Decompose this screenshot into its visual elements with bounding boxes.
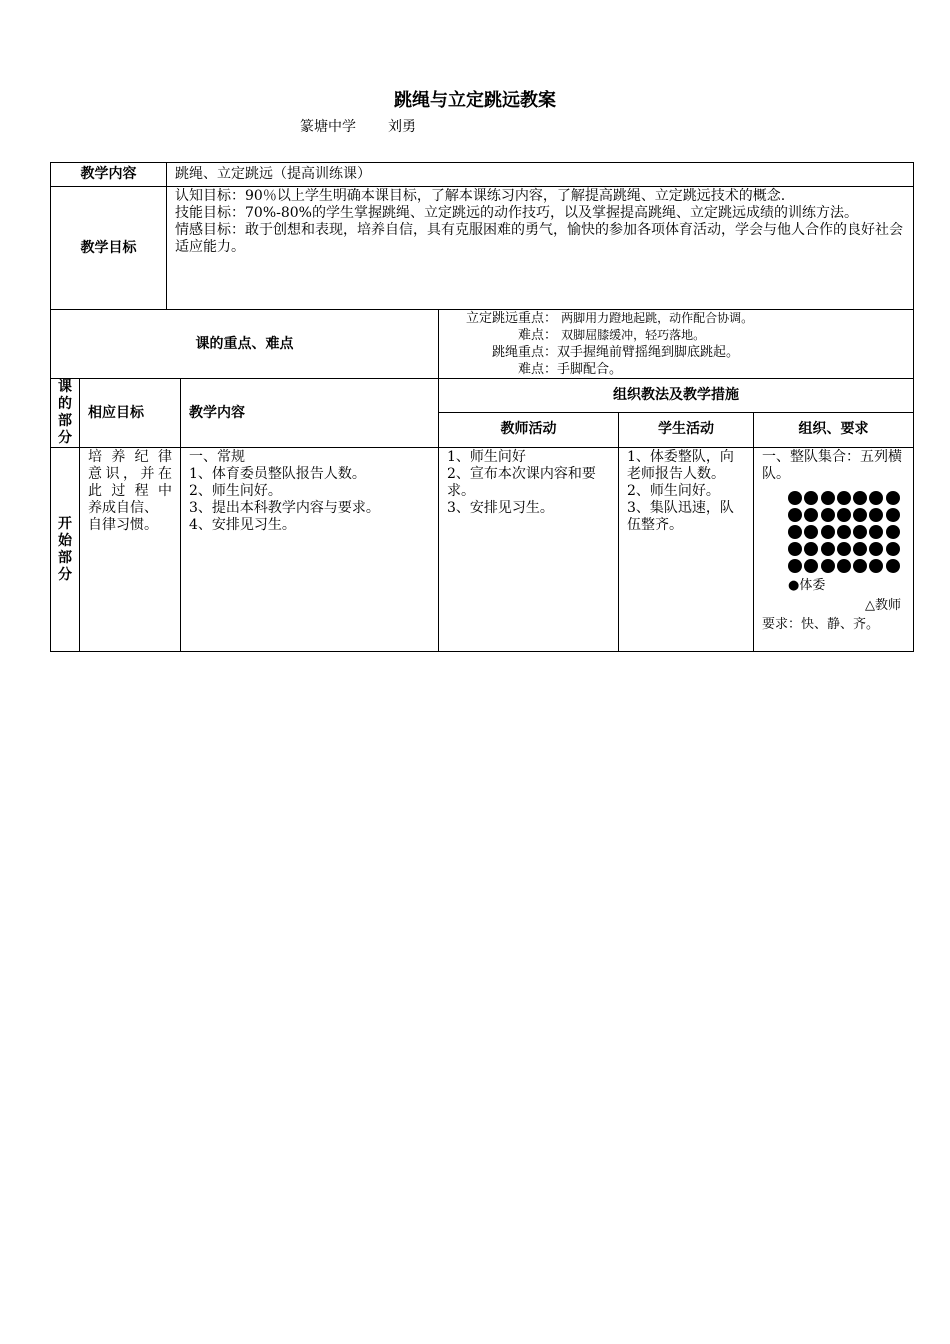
content-line: 4、安排见习生。 (189, 517, 296, 533)
org-intro: 一、整队集合：五列横队。 (762, 449, 902, 482)
kp-key: 难点： (517, 328, 557, 343)
content-row (51, 163, 914, 187)
vertical-char: 课 (58, 379, 72, 395)
byline-school: 篆塘中学 (300, 119, 356, 135)
monitor-label: ●体委 (788, 578, 826, 593)
student-header: 学生活动 (619, 412, 754, 447)
page-title: 跳绳与立定跳远教案 (394, 90, 556, 111)
section-goal (80, 448, 181, 652)
student-dot-icon (886, 542, 900, 556)
student-dot-icon (853, 559, 867, 573)
objectives-cell (167, 187, 914, 310)
vertical-char: 的 (58, 396, 72, 412)
formation-row (788, 559, 905, 576)
student-line: 2、师生问好。 (627, 483, 720, 499)
student-dot-icon (837, 508, 851, 522)
kp-value: 双手握绳前臂摇绳到脚底跳起。 (557, 345, 740, 360)
goal-line: 意识，并在 (88, 466, 172, 482)
objective-affective: 情感目标：敢于创想和表现，培养自信，具有克服困难的勇气，愉快的参加各项体育活动，学会与他人合作的良好社会适应能力。 (175, 222, 903, 255)
section-part (51, 448, 80, 652)
student-dot-icon (837, 491, 851, 505)
goal-line: 养成自信、 (88, 500, 158, 516)
student-dot-icon (788, 525, 802, 539)
legend-monitor-line (762, 576, 905, 596)
student-line: 1、体委整队，向老师报告人数。 (627, 449, 734, 482)
vertical-char: 分 (58, 567, 72, 583)
student-dot-icon (853, 542, 867, 556)
teacher-line: 2、宣布本次课内容和要求。 (447, 466, 596, 499)
objective-skill: 技能目标：70%-80%的学生掌握跳绳、立定跳远的动作技巧，以及掌握提高跳绳、立定跳远成绩的训练方法。 (175, 205, 858, 221)
formation-row (788, 491, 905, 508)
vertical-char: 开 (58, 516, 72, 532)
formation-diagram (788, 491, 905, 576)
vertical-char: 部 (58, 550, 72, 566)
teacher-line: 1、师生问好 (447, 449, 526, 465)
student-dot-icon (788, 559, 802, 573)
formation-row (788, 508, 905, 525)
kp-key: 难点： (517, 362, 557, 377)
lesson-plan-table (50, 162, 914, 652)
content-header: 教学内容 (181, 379, 439, 448)
org-requirement: 要求：快、静、齐。 (762, 617, 880, 632)
student-dot-icon (886, 508, 900, 522)
student-dot-icon (869, 559, 883, 573)
student-dot-icon (837, 542, 851, 556)
byline-author: 刘勇 (388, 119, 416, 135)
formation-row (788, 525, 905, 542)
student-dot-icon (886, 525, 900, 539)
kp-value: 两脚用力蹬地起跳，动作配合协调。 (561, 311, 754, 325)
objectives-row (51, 187, 914, 310)
student-dot-icon (853, 525, 867, 539)
student-dot-icon (788, 491, 802, 505)
goal-line: 此过程中 (88, 483, 172, 499)
student-dot-icon (821, 559, 835, 573)
student-dot-icon (804, 559, 818, 573)
student-dot-icon (821, 508, 835, 522)
kp-value: 手脚配合。 (557, 362, 623, 377)
student-dot-icon (821, 542, 835, 556)
section-content (181, 448, 439, 652)
section-org (754, 448, 914, 652)
methods-header: 组织教法及教学措施 (439, 379, 914, 413)
objective-cognitive: 认知目标：90％以上学生明确本课目标，了解本课练习内容，了解提高跳绳、立定跳远技术的概念. (175, 188, 786, 204)
student-dot-icon (821, 525, 835, 539)
content-line: 2、师生问好。 (189, 483, 282, 499)
student-dot-icon (869, 525, 883, 539)
student-dot-icon (821, 491, 835, 505)
goal-line: 培养纪律 (88, 449, 172, 465)
student-dot-icon (886, 559, 900, 573)
section-start-row (51, 448, 914, 652)
formation-row (788, 542, 905, 559)
objectives-label: 教学目标 (51, 187, 167, 310)
student-dot-icon (804, 525, 818, 539)
goal-header: 相应目标 (80, 379, 181, 448)
content-line: 一、常规 (189, 449, 245, 465)
student-dot-icon (788, 542, 802, 556)
content-value: 跳绳、立定跳远（提高训练课） (167, 163, 914, 187)
student-dot-icon (788, 508, 802, 522)
section-teacher (439, 448, 619, 652)
vertical-char: 部 (58, 413, 72, 429)
student-dot-icon (804, 491, 818, 505)
student-dot-icon (869, 508, 883, 522)
student-dot-icon (853, 508, 867, 522)
student-dot-icon (837, 525, 851, 539)
keypoints-label: 课的重点、难点 (51, 310, 439, 379)
legend-teacher-line (762, 596, 905, 616)
student-dot-icon (886, 491, 900, 505)
org-header: 组织、要求 (754, 412, 914, 447)
content-line: 3、提出本科教学内容与要求。 (189, 500, 380, 516)
student-dot-icon (853, 491, 867, 505)
kp-value: 双脚屈膝缓冲，轻巧落地。 (561, 328, 706, 342)
part-header (51, 379, 80, 448)
keypoints-cell (439, 310, 914, 379)
content-line: 1、体育委员整队报告人数。 (189, 466, 366, 482)
teacher-label: △教师 (865, 598, 902, 613)
kp-key: 跳绳重点： (491, 345, 557, 360)
header-row-1 (51, 379, 914, 413)
student-dot-icon (837, 559, 851, 573)
vertical-char: 始 (58, 533, 72, 549)
goal-line: 自律习惯。 (88, 517, 158, 533)
vertical-char: 分 (58, 430, 72, 446)
teacher-line: 3、安排见习生。 (447, 500, 554, 516)
student-dot-icon (869, 542, 883, 556)
kp-key: 立定跳远重点： (465, 311, 557, 326)
section-student (619, 448, 754, 652)
teacher-header: 教师活动 (439, 412, 619, 447)
student-dot-icon (869, 491, 883, 505)
content-label: 教学内容 (51, 163, 167, 187)
keypoints-row (51, 310, 914, 379)
student-line: 3、集队迅速，队伍整齐。 (627, 500, 734, 533)
student-dot-icon (804, 508, 818, 522)
student-dot-icon (804, 542, 818, 556)
